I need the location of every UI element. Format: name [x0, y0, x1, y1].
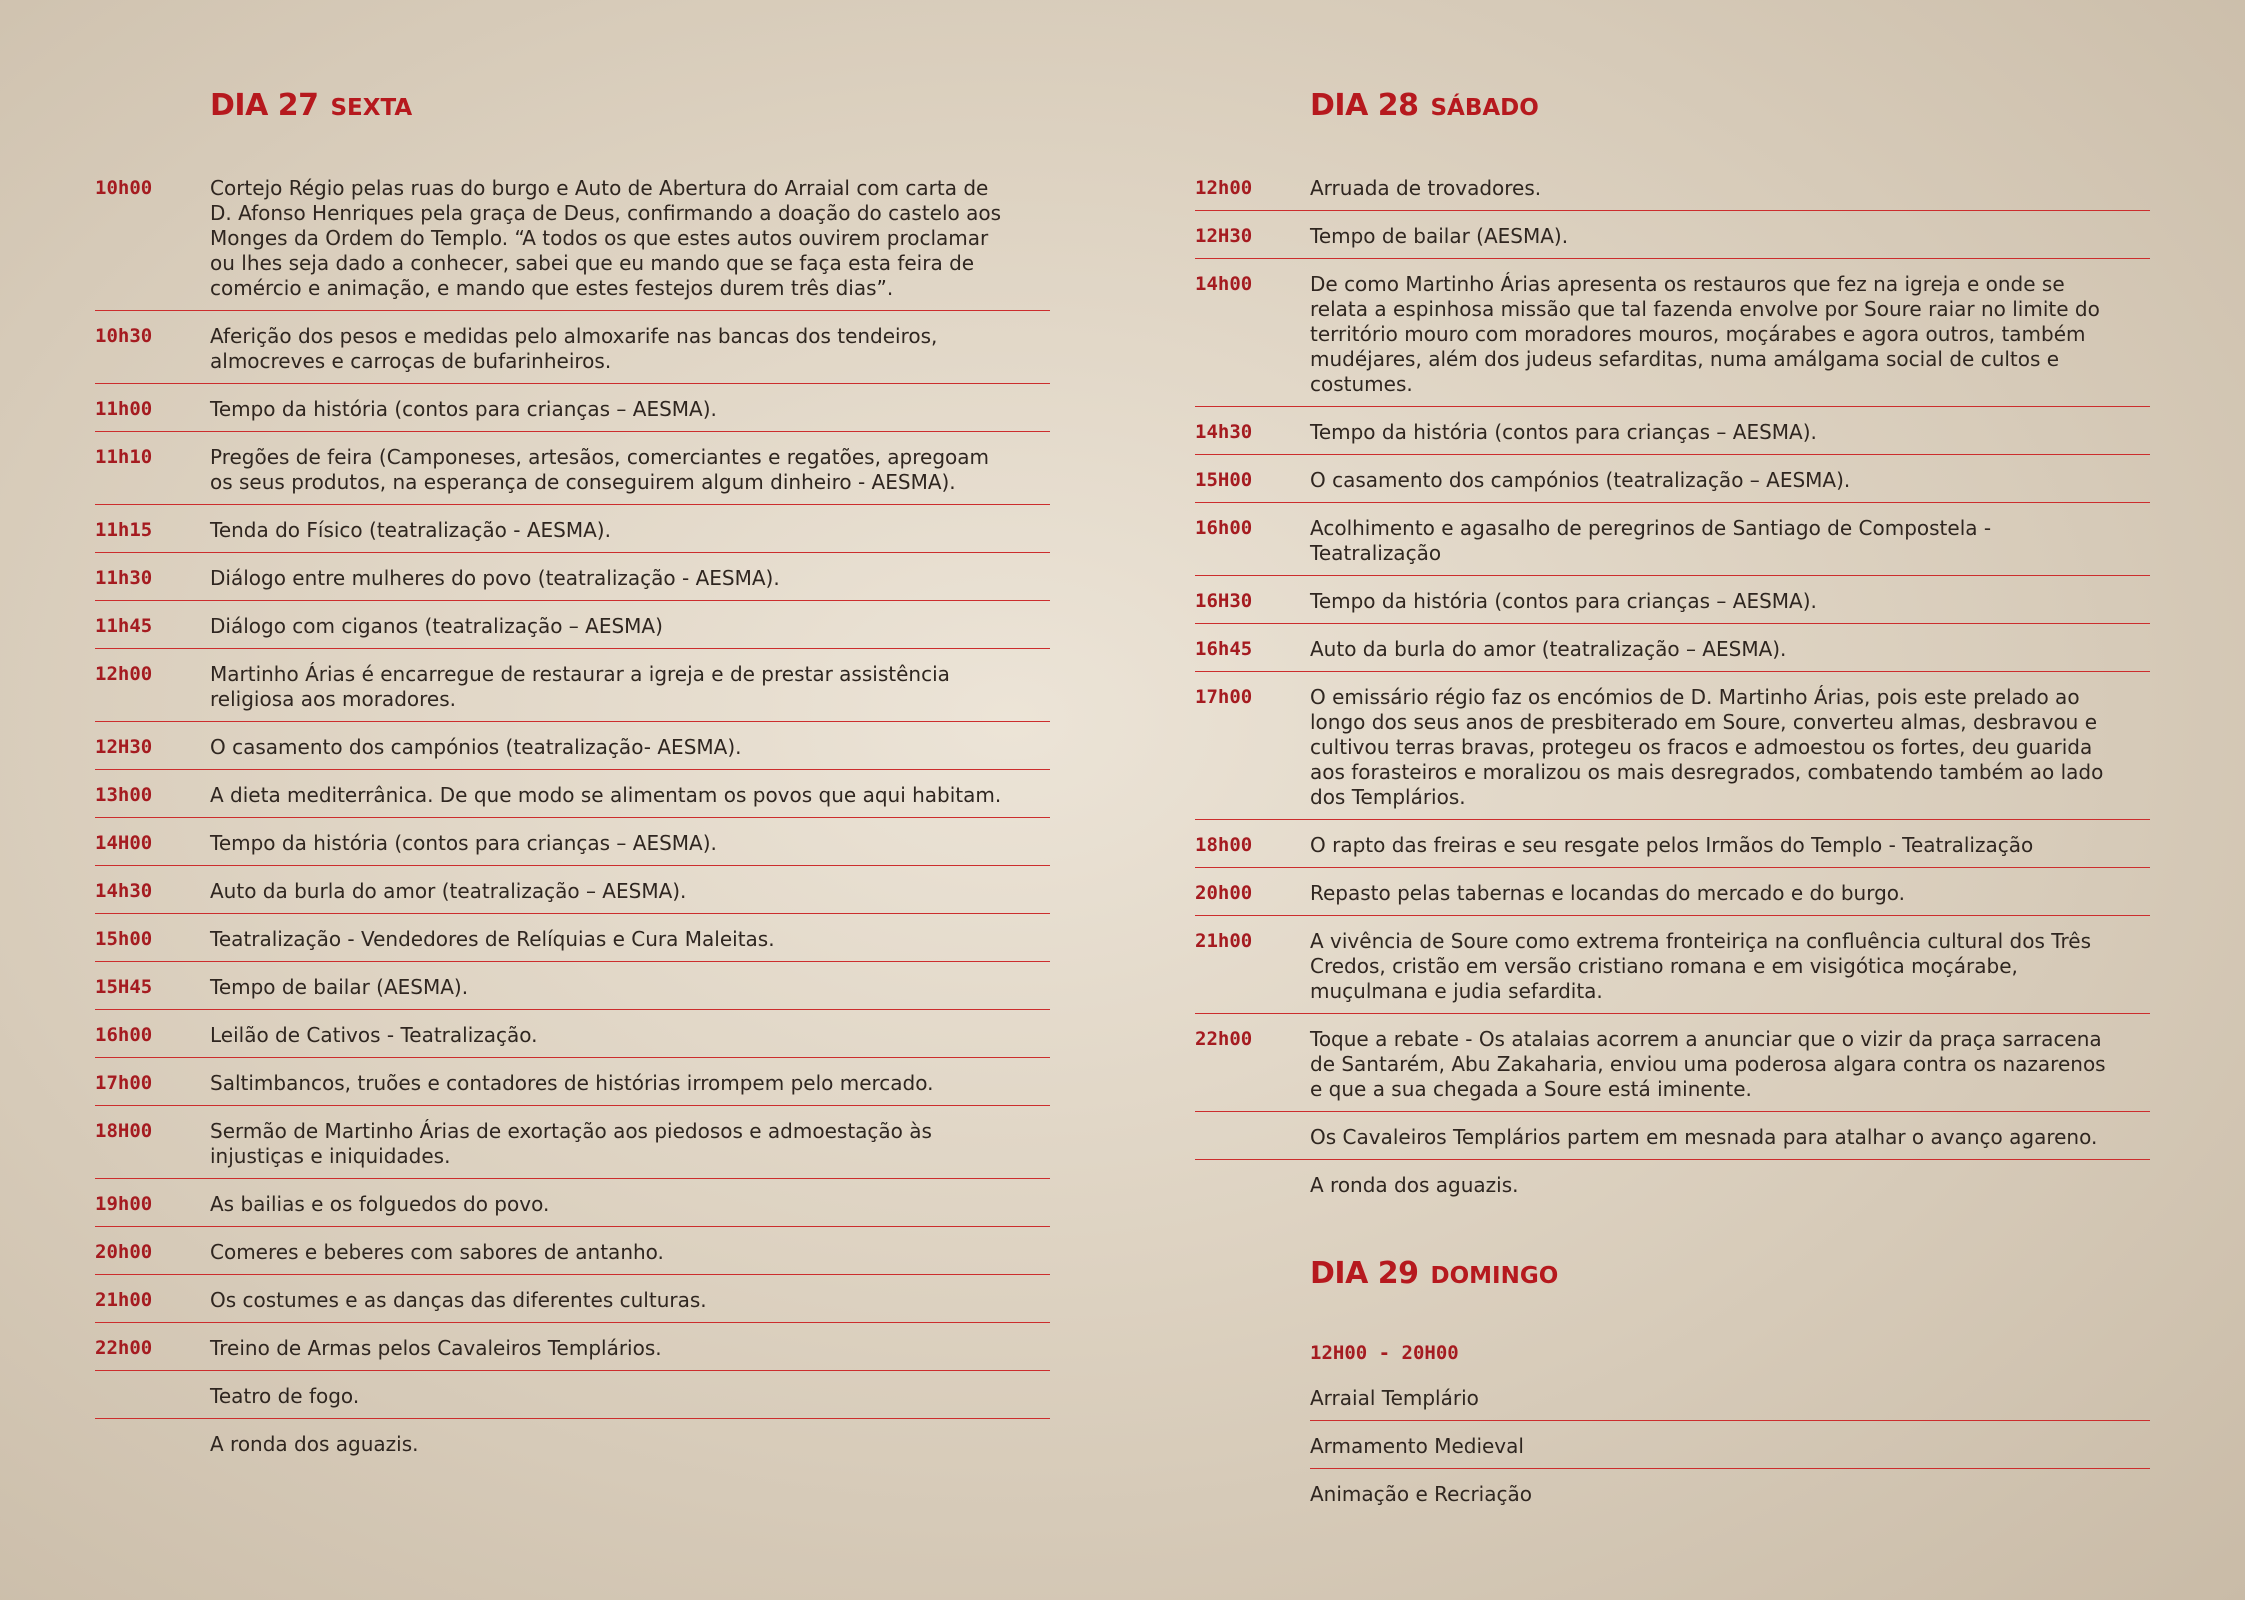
schedule-row [95, 879, 1050, 914]
event-description: Cortejo Régio pelas ruas do burgo e Auto de Abertura do Arraial com carta de D. Afonso Henriques pela graça de Deus, confirmando a doação do castelo aos Monges da Ordem do Templo. “A todos os que estes autos ouvirem proclamar ou lhes seja dado a conhecer, sabei que eu mando que se faça esta feira de comércio e animação, e mando que estes festejos durem três dias”. [210, 176, 1002, 300]
schedule-row [95, 783, 1050, 818]
schedule-row [95, 1071, 1050, 1106]
schedule-row [1195, 176, 2150, 211]
event-description: Repasto pelas tabernas e locandas do mercado e do burgo. [1310, 881, 1906, 905]
event-time: 16H30 [1195, 590, 1253, 612]
day-28-schedule [1195, 176, 2150, 1220]
activity-item: Animação e Recriação [1310, 1482, 1532, 1506]
event-description: Pregões de feira (Camponeses, artesãos, comerciantes e regatões, apregoam os seus produtos, na esperança de conseguirem algum dinheiro - AESMA). [210, 445, 989, 494]
event-description: Auto da burla do amor (teatralização – AESMA). [1310, 637, 1787, 661]
schedule-row [95, 831, 1050, 866]
event-time: 21h00 [95, 1289, 153, 1311]
event-time: 12h00 [1195, 177, 1253, 199]
event-description: Aferição dos pesos e medidas pelo almoxarife nas bancas dos tendeiros, almocreves e carroças de bufarinheiros. [210, 324, 938, 373]
event-time: 17h00 [95, 1072, 153, 1094]
event-description: Teatralização - Vendedores de Relíquias e Cura Maleitas. [210, 927, 775, 951]
event-description: A ronda dos aguazis. [210, 1432, 419, 1456]
schedule-row [1195, 1173, 2150, 1207]
schedule-row [95, 1192, 1050, 1227]
schedule-row [95, 445, 1050, 505]
event-description: De como Martinho Árias apresenta os restauros que fez na igreja e onde se relata a espinhosa missão que tal fazenda envolve por Soure raiar no limite do território mouro com moradores mouros, moçárabes e agora outros, também mudéjares, além dos judeus sefarditas, numa amálgama social de cultos e costumes. [1310, 272, 2100, 396]
event-time: 21h00 [1195, 930, 1253, 952]
schedule-row [95, 927, 1050, 962]
event-time: 16h45 [1195, 638, 1253, 660]
schedule-row [1195, 1027, 2150, 1112]
schedule-row [95, 975, 1050, 1010]
day-29-header [1310, 1256, 1558, 1291]
event-time: 13h00 [95, 784, 153, 806]
event-description: Teatro de fogo. [210, 1384, 360, 1408]
event-time: 10h30 [95, 325, 153, 347]
day-29-title: DIA 29 [1310, 1256, 1419, 1291]
event-description: A vivência de Soure como extrema fronteiriça na confluência cultural dos Três Credos, cristão em versão cristiano romana e em visigótica moçárabe, muçulmana e judia sefardita. [1310, 929, 2092, 1003]
event-description: Leilão de Cativos - Teatralização. [210, 1023, 538, 1047]
event-description: O casamento dos campónios (teatralização- AESMA). [210, 735, 742, 759]
schedule-row [1195, 589, 2150, 624]
activity-item: Armamento Medieval [1310, 1434, 2150, 1469]
schedule-row [95, 1288, 1050, 1323]
day-29-name: DOMINGO [1430, 1263, 1559, 1289]
schedule-row [1195, 272, 2150, 407]
schedule-row [1195, 1125, 2150, 1160]
event-description: Tempo da história (contos para crianças – AESMA). [1310, 420, 1817, 444]
schedule-row [1195, 468, 2150, 503]
schedule-row [95, 614, 1050, 649]
event-time: 20h00 [1195, 882, 1253, 904]
schedule-row [95, 1384, 1050, 1419]
event-time: 11h45 [95, 615, 153, 637]
schedule-row [95, 1432, 1050, 1466]
event-description: Auto da burla do amor (teatralização – AESMA). [210, 879, 687, 903]
event-description: Tempo da história (contos para crianças – AESMA). [210, 831, 717, 855]
event-description: Arruada de trovadores. [1310, 176, 1542, 200]
event-description: Tenda do Físico (teatralização - AESMA). [210, 518, 611, 542]
schedule-row [1195, 420, 2150, 455]
day-27-header [210, 88, 412, 123]
schedule-row [1195, 929, 2150, 1014]
day-28-name: SÁBADO [1430, 95, 1539, 121]
event-time: 11h15 [95, 519, 153, 541]
schedule-row [1195, 881, 2150, 916]
event-time: 20h00 [95, 1241, 153, 1263]
schedule-row [95, 397, 1050, 432]
schedule-row [1195, 224, 2150, 259]
day-27-schedule [95, 176, 1050, 1479]
schedule-row [95, 324, 1050, 384]
event-time: 12H30 [1195, 225, 1253, 247]
event-time: 17h00 [1195, 686, 1253, 708]
schedule-row [95, 735, 1050, 770]
event-time: 18H00 [95, 1120, 153, 1142]
event-description: Tempo da história (contos para crianças – AESMA). [210, 397, 717, 421]
event-time: 12h00 [95, 663, 153, 685]
event-time: 15h00 [95, 928, 153, 950]
schedule-row [1195, 685, 2150, 820]
event-description: Saltimbancos, truões e contadores de histórias irrompem pelo mercado. [210, 1071, 934, 1095]
event-description: Toque a rebate - Os atalaias acorrem a anunciar que o vizir da praça sarracena de Santarém, Abu Zakaharia, enviou uma poderosa algara contra os nazarenos e que a sua chegada a Soure está iminente. [1310, 1027, 2106, 1101]
event-description: Sermão de Martinho Árias de exortação aos piedosos e admoestação às injustiças e iniquidades. [210, 1119, 932, 1168]
event-description: A ronda dos aguazis. [1310, 1173, 1519, 1197]
schedule-row [1195, 637, 2150, 672]
event-description: Diálogo entre mulheres do povo (teatralização - AESMA). [210, 566, 780, 590]
event-description: Tempo de bailar (AESMA). [210, 975, 469, 999]
event-description: Comeres e beberes com sabores de antanho. [210, 1240, 664, 1264]
event-time: 11h00 [95, 398, 153, 420]
schedule-row [1195, 833, 2150, 868]
day-28-header [1310, 88, 1539, 123]
event-time: 19h00 [95, 1193, 153, 1215]
schedule-row [95, 1119, 1050, 1179]
event-description: Acolhimento e agasalho de peregrinos de Santiago de Compostela - Teatralização [1310, 516, 1992, 565]
schedule-row [95, 662, 1050, 722]
schedule-row [95, 566, 1050, 601]
day-29-time-range: 12H00 - 20H00 [1310, 1342, 1459, 1364]
event-time: 14H00 [95, 832, 153, 854]
event-description: O casamento dos campónios (teatralização – AESMA). [1310, 468, 1851, 492]
activity-item: Arraial Templário [1310, 1386, 2150, 1421]
event-time: 15H45 [95, 976, 153, 998]
event-time: 11h30 [95, 567, 153, 589]
schedule-row [1195, 516, 2150, 576]
schedule-row [95, 1336, 1050, 1371]
schedule-row [95, 176, 1050, 311]
schedule-row [95, 1240, 1050, 1275]
event-description: As bailias e os folguedos do povo. [210, 1192, 550, 1216]
schedule-row [95, 518, 1050, 553]
event-description: Os Cavaleiros Templários partem em mesnada para atalhar o avanço agareno. [1310, 1125, 2098, 1149]
event-description: A dieta mediterrânica. De que modo se alimentam os povos que aqui habitam. [210, 783, 1002, 807]
event-description: Tempo de bailar (AESMA). [1310, 224, 1569, 248]
event-description: Os costumes e as danças das diferentes culturas. [210, 1288, 707, 1312]
event-time: 10h00 [95, 177, 153, 199]
event-time: 16h00 [1195, 517, 1253, 539]
event-time: 11h10 [95, 446, 153, 468]
day-28-title: DIA 28 [1310, 88, 1419, 123]
event-time: 14h30 [95, 880, 153, 902]
event-time: 14h00 [1195, 273, 1253, 295]
event-description: O rapto das freiras e seu resgate pelos Irmãos do Templo - Teatralização [1310, 833, 2034, 857]
event-time: 12H30 [95, 736, 153, 758]
event-description: Martinho Árias é encarregue de restaurar a igreja e de prestar assistência religiosa aos moradores. [210, 662, 950, 711]
day-27-title: DIA 27 [210, 88, 319, 123]
event-description: O emissário régio faz os encómios de D. Martinho Árias, pois este prelado ao longo dos seus anos de presbiterado em Soure, converteu almas, desbravou e cultivou terras bravas, protegeu os fracos e admoestou os fortes, deu guarida aos forasteiros e moralizou os mais desregrados, combatendo também ao lado dos Templários. [1310, 685, 2104, 809]
event-time: 22h00 [95, 1337, 153, 1359]
event-time: 15H00 [1195, 469, 1253, 491]
event-description: Tempo da história (contos para crianças – AESMA). [1310, 589, 1817, 613]
event-time: 16h00 [95, 1024, 153, 1046]
event-time: 18h00 [1195, 834, 1253, 856]
event-description: Treino de Armas pelos Cavaleiros Templários. [210, 1336, 662, 1360]
day-27-name: SEXTA [330, 95, 413, 121]
event-time: 14h30 [1195, 421, 1253, 443]
event-description: Diálogo com ciganos (teatralização – AESMA) [210, 614, 663, 638]
schedule-row [95, 1023, 1050, 1058]
day-29-activities [1310, 1386, 2150, 1529]
event-time: 22h00 [1195, 1028, 1253, 1050]
